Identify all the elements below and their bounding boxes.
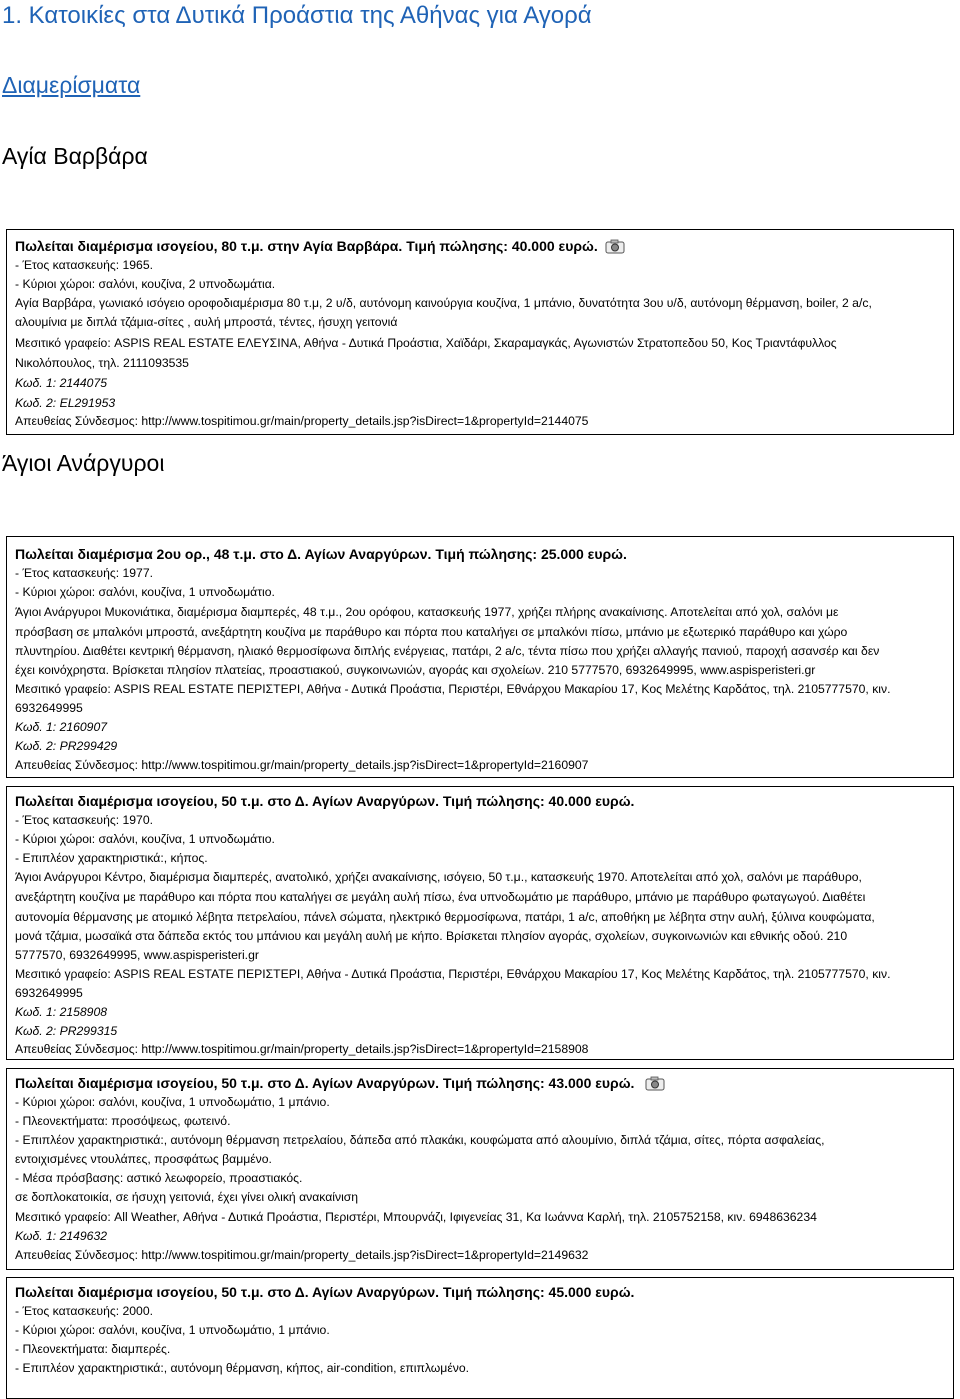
listing-line: 6932649995 [15,986,83,1000]
listing-card [6,229,954,435]
listing-line: εντοιχισμένες ντουλάπες, προσφάτως βαμμένο. [15,1152,272,1166]
listing-code-2: Κωδ. 2: PR299429 [15,739,118,753]
listing-line: - Κύριοι χώροι: σαλόνι, κουζίνα, 1 υπνοδωμάτιο. [15,832,275,846]
listing-line: Μεσιτικό γραφείο: ASPIS REAL ESTATE ΕΛΕΥΣΙΝΑ, Αθήνα - Δυτικά Προάστια, Χαϊδάρι, Σκαραμαγκάς, Αγωνιστών Στρατοπεδου 50, Κος Τριαντάφυλλος [15,336,837,350]
listing-code-2: Κωδ. 2: EL291953 [15,396,116,410]
listing-line: Μεσιτικό γραφείο: All Weather, Αθήνα - Δυτικά Προάστια, Περιστέρι, Μπουρνάζι, Ιφιγενείας 31, Κα Ιωάννα Καρλή, τηλ. 2105752158, κιν. 6948636234 [15,1210,817,1224]
listing-line: πλυντηρίου. Διαθέτει κεντρική θέρμανση, ηλιακό θερμοσίφωνα διπλής ενέργειας, πατάρι, 2 a/c, τέντα πίσω που χρήζει αλλαγής πανιού, παροχή ασανσέρ και δεν [15,644,880,658]
listing-line: Άγιοι Ανάργυροι Κέντρο, διαμέρισμα διαμπερές, ανατολικό, χρήζει ανακαίνισης, ισόγειο, 50 τ.μ., κατασκευής 1970. Αποτελείται από χολ, σαλόνι με παράθυρο, [15,870,862,884]
listing-line: Αγία Βαρβάρα, γωνιακό ισόγειο οροφοδιαμέρισμα 80 τ.μ, 2 υ/δ, αυτόνομη καινούργια κουζίνα, 1 μπάνιο, δυνατότητα 3ου υ/δ, αυτόνομη θέρμανση, boiler, 2 a/c, [15,296,872,310]
category-heading[interactable]: Διαμερίσματα [2,72,141,98]
listing-direct-link[interactable]: Απευθείας Σύνδεσμος: http://www.tospitimou.gr/main/property_details.jsp?isDirect=1&propertyId=2158908 [15,1042,589,1056]
listing-title: Πωλείται διαμέρισμα ισογείου, 80 τ.μ. στην Αγία Βαρβάρα. Τιμή πώλησης: 40.000 ευρώ. [15,238,598,254]
listing-line: - Επιπλέον χαρακτηριστικά:, κήπος. [15,851,208,865]
listing-line: - Κύριοι χώροι: σαλόνι, κουζίνα, 1 υπνοδωμάτιο, 1 μπάνιο. [15,1095,330,1109]
listing-line: - Επιπλέον χαρακτηριστικά:, αυτόνομη θέρμανση πετρελαίου, δάπεδα από πλακάκι, κουφώματα από αλουμίνιο, διπλά τζάμια, σίτες, πόρτα ασφαλείας, [15,1133,825,1147]
listing-card [6,536,954,778]
listing-line: - Μέσα πρόσβασης: αστικό λεωφορείο, προαστιακός. [15,1171,303,1185]
listing-title: Πωλείται διαμέρισμα 2ου ορ., 48 τ.μ. στο Δ. Αγίων Αναργύρων. Τιμή πώλησης: 25.000 ευρώ. [15,546,627,562]
section-heading-agioi-anargyroi: Άγιοι Ανάργυροι [2,450,165,476]
listing-line: - Έτος κατασκευής: 1977. [15,566,153,580]
listing-line: - Κύριοι χώροι: σαλόνι, κουζίνα, 1 υπνοδωμάτιο. [15,585,275,599]
listing-line: Μεσιτικό γραφείο: ASPIS REAL ESTATE ΠΕΡΙΣΤΕΡΙ, Αθήνα - Δυτικά Προάστια, Περιστέρι, Εθνάρχου Μακαρίου 17, Κος Μελέτης Καρδάτος, τηλ. 2105777570, κιν. [15,967,891,981]
section-heading-agia-varvara: Αγία Βαρβάρα [2,143,148,169]
listing-code-1: Κωδ. 1: 2158908 [15,1005,108,1019]
listing-line: 6932649995 [15,701,83,715]
listing-line: σε δοπλοκατοικία, σε ήσυχη γειτονιά, έχει γίνει ολική ανακαίνιση [15,1190,359,1204]
listing-line: - Πλεονεκτήματα: διαμπερές. [15,1342,171,1356]
camera-icon[interactable] [605,239,625,254]
listing-title: Πωλείται διαμέρισμα ισογείου, 50 τ.μ. στο Δ. Αγίων Αναργύρων. Τιμή πώλησης: 40.000 ευρώ. [15,793,635,809]
listing-line: Νικολόπουλος, τηλ. 2111093535 [15,356,189,370]
listing-line: 5777570, 6932649995, www.aspisperisteri.gr [15,948,259,962]
listing-line: - Επιπλέον χαρακτηριστικά:, αυτόνομη θέρμανση, κήπος, air-condition, επιπλωμένο. [15,1361,470,1375]
listing-line: - Έτος κατασκευής: 2000. [15,1304,153,1318]
listing-direct-link[interactable]: Απευθείας Σύνδεσμος: http://www.tospitimou.gr/main/property_details.jsp?isDirect=1&propertyId=2160907 [15,758,589,772]
listing-line: - Έτος κατασκευής: 1970. [15,813,153,827]
listing-line: Μεσιτικό γραφείο: ASPIS REAL ESTATE ΠΕΡΙΣΤΕΡΙ, Αθήνα - Δυτικά Προάστια, Περιστέρι, Εθνάρχου Μακαρίου 17, Κος Μελέτης Καρδάτος, τηλ. 2105777570, κιν. [15,682,891,696]
listing-line: - Έτος κατασκευής: 1965. [15,258,153,272]
listing-card [6,786,954,1060]
listing-code-1: Κωδ. 1: 2144075 [15,376,108,390]
listing-line: έχει κοινόχρηστα. Βρίσκεται πλησίον πλατείας, προαστιακού, συγκοινωνιών, αγοράς και σχολείων. 210 5777570, 6932649995, www.aspisperisteri.gr [15,663,816,677]
listing-line: πρόσβαση σε μπαλκόνι μπροστά, ανεξάρτητη κουζίνα με παράθυρο και πόρτα που καταλήγει σε μπαλκόνι πίσω, μπάνιο με εξωτερικό παράθυρο και χώρο [15,625,848,639]
listing-title: Πωλείται διαμέρισμα ισογείου, 50 τ.μ. στο Δ. Αγίων Αναργύρων. Τιμή πώλησης: 45.000 ευρώ. [15,1284,635,1300]
listing-line: - Κύριοι χώροι: σαλόνι, κουζίνα, 2 υπνοδωμάτια. [15,277,276,291]
listing-line: αυτονομία θέρμανσης με ατομικό λέβητα πετρελαίου, πάνελ σώματα, ηλεκτρικό θερμοσίφωνα, πατάρι, 1 a/c, αποθήκη με λέβητα στην αυλή, ξύλινα κουφώματα, [15,910,875,924]
listing-title: Πωλείται διαμέρισμα ισογείου, 50 τ.μ. στο Δ. Αγίων Αναργύρων. Τιμή πώλησης: 43.000 ευρώ. [15,1075,635,1091]
listing-card [6,1277,954,1399]
listing-card [6,1068,954,1270]
listing-code-1: Κωδ. 1: 2149632 [15,1229,108,1243]
page-title: 1. Κατοικίες στα Δυτικά Προάστια της Αθήνας για Αγορά [2,2,592,29]
listing-line: - Πλεονεκτήματα: προσόψεως, φωτεινό. [15,1114,231,1128]
listing-code-1: Κωδ. 1: 2160907 [15,720,108,734]
listing-line: ανεξάρτητη κουζίνα με παράθυρο και πόρτα που καταλήγει σε μεγάλη αυλή πίσω, ένα υπνοδωμάτιο με παράθυρο, μπάνιο με παράθυρο φωταγωγού. Διαθέτει [15,890,866,904]
listing-direct-link[interactable]: Απευθείας Σύνδεσμος: http://www.tospitimou.gr/main/property_details.jsp?isDirect=1&propertyId=2149632 [15,1248,589,1262]
listing-code-2: Κωδ. 2: PR299315 [15,1024,118,1038]
listing-line: αλουμίνια με διπλά τζάμια-σίτες , αυλή μπροστά, τέντες, ήσυχη γειτονιά [15,315,398,329]
listing-direct-link[interactable]: Απευθείας Σύνδεσμος: http://www.tospitimou.gr/main/property_details.jsp?isDirect=1&propertyId=2144075 [15,414,589,428]
listing-line: - Κύριοι χώροι: σαλόνι, κουζίνα, 1 υπνοδωμάτιο, 1 μπάνιο. [15,1323,330,1337]
listing-line: μονά τζάμια, μωσαϊκά στα δάπεδα εκτός του μπάνιου και μεγάλη αυλή με κήπο. Βρίσκεται πλησίον αγοράς, σχολείων, συγκοινωνιών και εθνικής οδού. 210 [15,929,848,943]
listing-line: Άγιοι Ανάργυροι Μυκονιάτικα, διαμέρισμα διαμπερές, 48 τ.μ., 2ου ορόφου, κατασκευής 1977, χρήζει πλήρης ανακαίνισης. Αποτελείται από χολ, σαλόνι με [15,605,839,619]
camera-icon[interactable] [645,1076,665,1091]
